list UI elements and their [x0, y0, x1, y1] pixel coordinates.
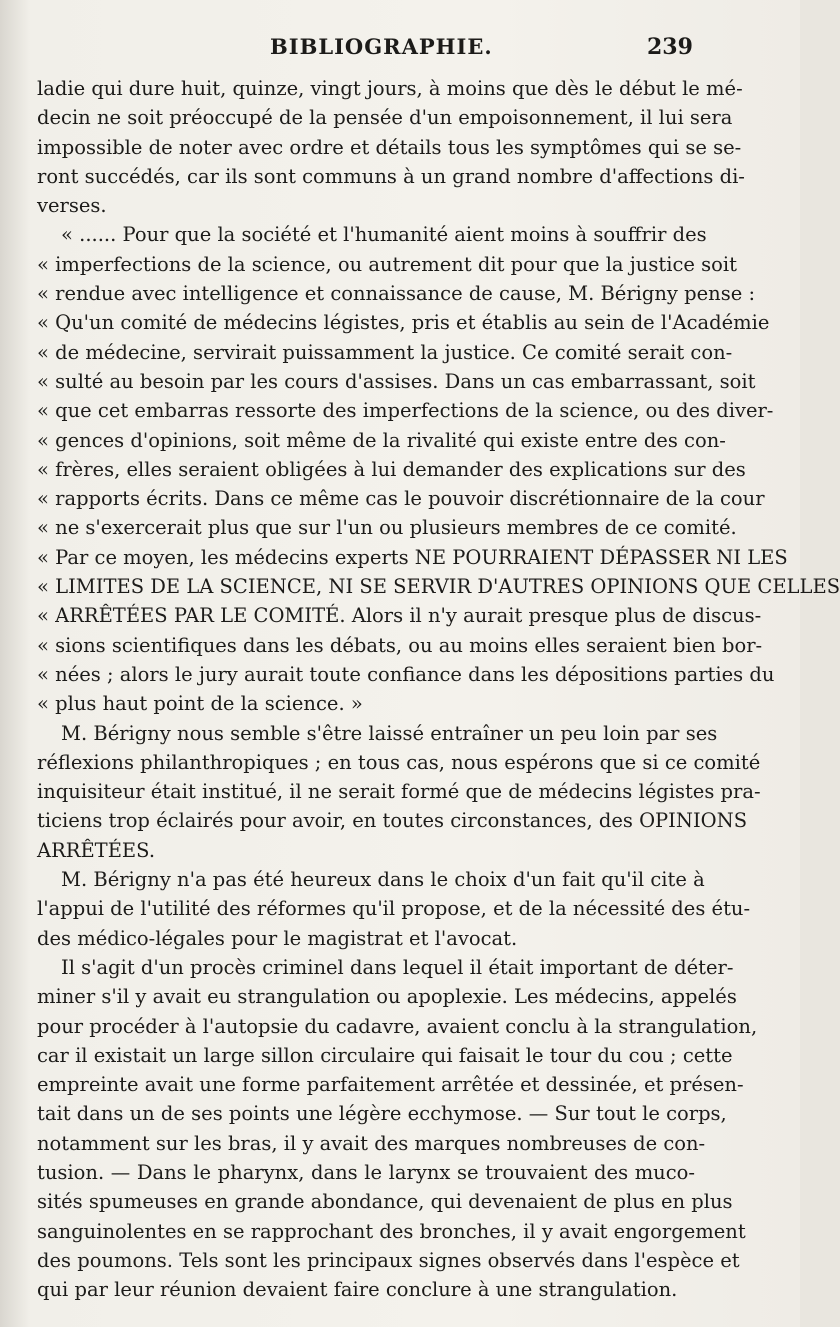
text-line: « gences d'opinions, soit même de la rivalité qui existe entre des con-: [37, 428, 726, 452]
text-line: verses.: [37, 194, 107, 218]
text-line: ront succédés, car ils sont communs à un grand nombre d'affections di-: [37, 164, 745, 188]
text-line: qui par leur réunion devaient faire conclure à une strangulation.: [37, 1278, 678, 1302]
text-line: « de médecine, servirait puissamment la justice. Ce comité serait con-: [37, 340, 733, 364]
text-line: « rendue avec intelligence et connaissance de cause, M. Bérigny pense :: [37, 282, 756, 306]
text-line: empreinte avait une forme parfaitement arrêtée et dessinée, et présen-: [37, 1073, 744, 1097]
page-body-text: [37, 74, 840, 1304]
text-line: sités spumeuses en grande abondance, qui devenaient de plus en plus: [37, 1190, 733, 1214]
text-line: « Qu'un comité de médecins légistes, pris et établis au sein de l'Académie: [37, 311, 770, 335]
text-line: tait dans un de ses points une légère ecchymose. — Sur tout le corps,: [37, 1102, 727, 1126]
text-line: « rapports écrits. Dans ce même cas le pouvoir discrétionnaire de la cour: [37, 487, 765, 511]
text-line: « nées ; alors le jury aurait toute confiance dans les dépositions parties du: [37, 662, 775, 686]
text-line: inquisiteur était institué, il ne serait formé que de médecins légistes pra-: [37, 780, 761, 804]
text-line: M. Bérigny n'a pas été heureux dans le choix d'un fait qu'il cite à: [61, 868, 705, 892]
text-line: car il existait un large sillon circulaire qui faisait le tour du cou ; cette: [37, 1043, 733, 1067]
text-line: « imperfections de la science, ou autrement dit pour que la justice soit: [37, 252, 737, 276]
text-line: des médico-légales pour le magistrat et l'avocat.: [37, 926, 518, 950]
text-line: « Par ce moyen, les médecins experts NE POURRAIENT DÉPASSER NI LES: [37, 545, 788, 569]
text-line: « ne s'exercerait plus que sur l'un ou plusieurs membres de ce comité.: [37, 516, 737, 540]
text-line: « sions scientifiques dans les débats, ou au moins elles seraient bien bor-: [37, 633, 763, 657]
text-line: pour procéder à l'autopsie du cadavre, avaient conclu à la strangulation,: [37, 1014, 758, 1038]
text-line: « ARRÊTÉES PAR LE COMITÉ. Alors il n'y aurait presque plus de discus-: [37, 604, 762, 628]
text-line: « frères, elles seraient obligées à lui demander des explications sur des: [37, 457, 746, 481]
text-line: impossible de noter avec ordre et détails tous les symptômes qui se se-: [37, 135, 742, 159]
text-line: miner s'il y avait eu strangulation ou apoplexie. Les médecins, appelés: [37, 985, 737, 1009]
text-line: réflexions philanthropiques ; en tous cas, nous espérons que si ce comité: [37, 750, 761, 774]
text-line: « sulté au besoin par les cours d'assises. Dans un cas embarrassant, soit: [37, 369, 756, 393]
text-line: ARRÊTÉES.: [37, 838, 156, 862]
text-line: « que cet embarras ressorte des imperfections de la science, ou des diver-: [37, 399, 774, 423]
text-line: tusion. — Dans le pharynx, dans le larynx se trouvaient des muco-: [37, 1160, 695, 1184]
text-line: « ...... Pour que la société et l'humanité aient moins à souffrir des: [61, 223, 707, 247]
text-line: decin ne soit préoccupé de la pensée d'un empoisonnement, il lui sera: [37, 106, 733, 130]
text-line: « plus haut point de la science. »: [37, 692, 363, 716]
text-line: M. Bérigny nous semble s'être laissé entraîner un peu loin par ses: [61, 721, 718, 745]
text-line: ticiens trop éclairés pour avoir, en toutes circonstances, des OPINIONS: [37, 809, 748, 833]
text-line: sanguinolentes en se rapprochant des bronches, il y avait engorgement: [37, 1219, 746, 1243]
text-line: des poumons. Tels sont les principaux signes observés dans l'espèce et: [37, 1248, 740, 1272]
text-line: notamment sur les bras, il y avait des marques nombreuses de con-: [37, 1131, 706, 1155]
running-title: BIBLIOGRAPHIE.: [270, 34, 493, 59]
text-line: Il s'agit d'un procès criminel dans lequel il était important de déter-: [61, 955, 734, 979]
text-line: l'appui de l'utilité des réformes qu'il propose, et de la nécessité des étu-: [37, 897, 751, 921]
text-line: ladie qui dure huit, quinze, vingt jours, à moins que dès le début le mé-: [37, 77, 743, 100]
page-header: [0, 34, 800, 64]
text-line: « LIMITES DE LA SCIENCE, NI SE SERVIR D'AUTRES OPINIONS QUE CELLES: [37, 575, 840, 599]
page-number: 239: [647, 34, 693, 60]
